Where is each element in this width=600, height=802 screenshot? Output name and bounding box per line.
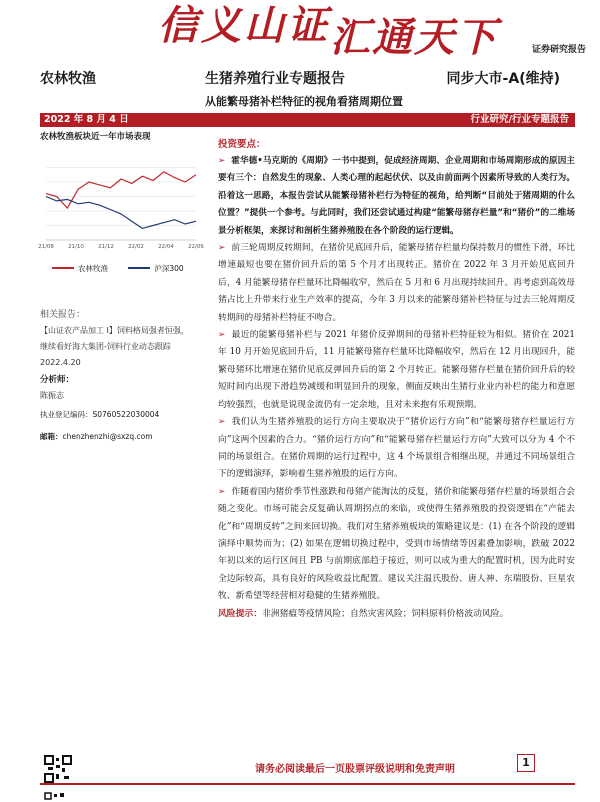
analyst-name: 陈振志 xyxy=(40,391,64,400)
related-report-link[interactable]: 【山证农产品加工 I】饲料格局强者恒强，继续看好海大集团-饲料行业动态跟踪 2022.4.20 xyxy=(40,326,189,367)
market-performance-chart xyxy=(38,145,204,260)
key-point-3-text: 最近的能繁母猪补栏与 2021 年猪价反弹期间的母猪补栏特征较为相似。猪价在 2021 年 10 月开始见底回升后，11 月能繁母猪存栏量环比降幅收窄，然后在 12 月出现回升，能繁母猪环比增速在猪价见底反弹回升后的第 2 个月转正。能繁母猪存栏量在猪价回升后的较短时间内出现下滑趋势减缓和明显回升的现象，侧面反映出生猪行业业内补栏的能力和意愿均较强烈，也就是说现金流仍有一定余地，且对未来抱有乐观预期。 xyxy=(218,330,575,410)
x-tick-label: 22/04 xyxy=(158,244,174,250)
analyst-email xyxy=(40,431,153,442)
qr-code-icon xyxy=(44,755,72,783)
related-reports-heading: 相关报告： xyxy=(40,310,86,320)
chart-legend xyxy=(52,262,202,274)
legend-label-series1: 农林牧渔 xyxy=(78,263,108,273)
bullet-icon: ➢ xyxy=(218,486,226,497)
key-point-2-text: 前三轮周期反转期间，在猪价见底回升后，能繁母猪存栏量均保持数月的惯性下滑，环比增速最短也要在猪价回升后的第 5 个月才出现转正。猪价在 2022 年 3 月开始见底回升后，4 月能繁母猪存栏量环比降幅收窄，然后在 5 月和 6 月出现持续回升。再考虑到高效母猪占比上升带来行业生产效率的提高，今年 3 月以来的能繁母猪补栏特征与过去三轮周期反转期间的母猪补栏特征不吻合。 xyxy=(218,243,575,323)
bullet-icon: ➢ xyxy=(218,417,226,428)
side-chart-title: 农林牧渔板块近一年市场表现 xyxy=(40,132,151,142)
report-date: 2022 年 8 月 4 日 xyxy=(44,114,129,125)
risk-warning xyxy=(218,606,575,623)
legend-label-series2: 沪深300 xyxy=(154,263,184,273)
bullet-icon: ➢ xyxy=(218,243,226,254)
industry-label: 农林牧渔 xyxy=(40,71,96,87)
legend-item-series2 xyxy=(128,263,183,274)
cert-label: 执业登记编码： xyxy=(40,410,93,419)
x-tick-label: 21/08 xyxy=(38,244,54,250)
date-category-bar xyxy=(40,113,575,127)
brand-slogan-b: 汇通天下 xyxy=(330,14,498,61)
brand-slogan-a: 信义山证 xyxy=(158,2,330,49)
key-point-4-text: 我们认为生猪养殖股的运行方向主要取决于“猪价运行方向”和“能繁母猪存栏量运行方向”这两个因素的合力。“猪价运行方向”和“能繁母猪存栏量运行方向”大致可以分为 4 个不同的场景组合。在猪价周期的运行过程中，这 4 个场景组合相继出现，并通过不同场景组合下的逻辑演绎，影响着生猪养殖股的运行方向。 xyxy=(218,417,575,480)
key-point-1 xyxy=(218,153,575,240)
key-point-3 xyxy=(218,327,575,414)
x-tick-label: 22/02 xyxy=(128,244,144,250)
report-type-tag: 证券研究报告 xyxy=(531,45,586,55)
x-tick-label: 21/12 xyxy=(98,244,114,250)
section-title: 投资要点： xyxy=(218,139,266,150)
risk-label: 风险提示： xyxy=(218,608,262,619)
series-line-1 xyxy=(46,172,196,208)
analyst-cert xyxy=(40,409,159,420)
email-label: 邮箱： xyxy=(40,432,63,441)
series-line-2 xyxy=(46,197,196,229)
cert-number: S0760522030004 xyxy=(92,410,160,419)
main-content xyxy=(218,136,575,623)
analyst-heading: 分析师： xyxy=(40,375,75,385)
legend-item-series1 xyxy=(52,263,108,274)
report-title: 生猪养殖行业专题报告 xyxy=(205,71,345,87)
key-point-4 xyxy=(218,414,575,484)
rating-label: 同步大市-A(维持) xyxy=(446,71,560,87)
page-number: 1 xyxy=(517,754,535,772)
bullet-icon: ➢ xyxy=(218,156,226,166)
risk-text: 非洲猪瘟等疫情风险；自然灾害风险；饲料原料价格波动风险。 xyxy=(262,608,509,619)
key-point-1-text: 霍华德•马克斯的《周期》一书中提到，促成经济周期、企业周期和市场周期形成的原因主要有三个：自然发生的现象、人类心理的起起伏伏、以及由前面两个因素所导致的人类行为。沿着这一思路，本报告尝试从能繁母猪补栏行为特征的视角，给判断“目前处于猪周期的什么位置？”提供一个参考。与此同时，我们还尝试通过构建“能繁母猪存栏量”和“猪价”的二维场景分析框架，来探讨和剖析生猪养殖股在各个阶段的运行逻辑。 xyxy=(218,156,575,236)
key-point-2 xyxy=(218,240,575,327)
qr-code-secondary-icon xyxy=(44,792,72,802)
key-point-5 xyxy=(218,484,575,606)
bullet-icon: ➢ xyxy=(218,330,226,341)
email-address[interactable]: chenzhenzhi@sxzq.com xyxy=(62,432,153,441)
disclaimer-notice[interactable]: 请务必阅读最后一页股票评级说明和免责声明 xyxy=(255,764,455,775)
report-category: 行业研究/行业专题报告 xyxy=(470,114,569,125)
brand-banner xyxy=(0,0,600,61)
x-tick-label: 21/10 xyxy=(68,244,84,250)
footer-divider xyxy=(40,783,575,785)
key-point-5-text: 作随着国内猪价季节性涨跌和母猪产能淘汰的反复，猪价和能繁母猪存栏量的场景组合会随之变化。市场可能会反复确认周期拐点的来临，或使得生猪养殖股的投资逻辑在“产能去化”和“周期反转”之间来回切换。我们对生猪养殖板块的策略建议是：(1) 在各个阶段的逻辑演绎中顺势而为；(2) 如果在逻辑切换过程中，受到市场情绪等因素叠加影响，跌破 2022 年初以来的运行区间且 PB 与前期底部趋于接近，则可以成为重大的配置时机，因为此时安全边际较高，具有良好的风险收益比配置。建议关注温氏股份、唐人神、东瑞股份、巨星农牧、新希望等经营相对稳健的生猪养殖股。 xyxy=(218,486,575,602)
x-tick-label: 22/06 xyxy=(188,244,204,250)
report-subtitle: 从能繁母猪补栏特征的视角看猪周期位置 xyxy=(205,95,403,108)
